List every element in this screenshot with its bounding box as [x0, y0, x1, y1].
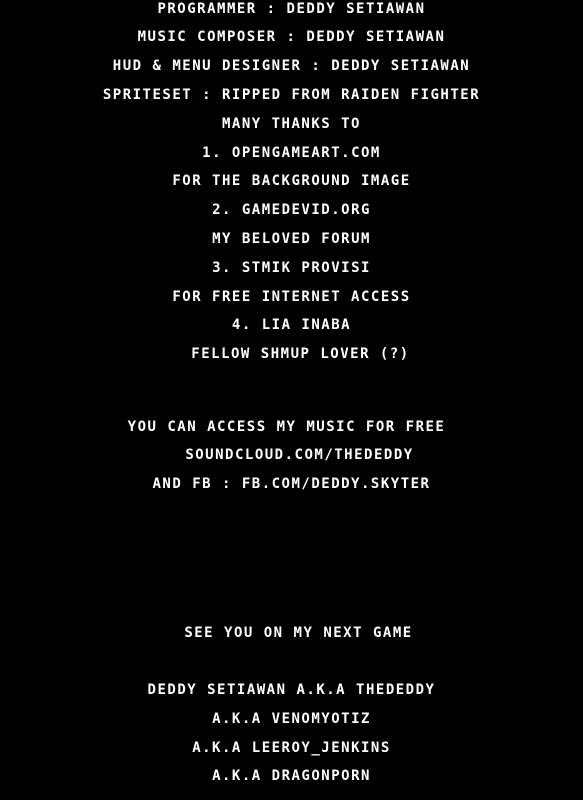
thanks-item-note: FOR FREE INTERNET ACCESS [172, 289, 411, 305]
music-facebook-link: AND FB : FB.COM/DEDDY.SKYTER [152, 476, 431, 492]
alias-line: A.K.A DRAGONPORN [212, 768, 371, 784]
alias-line: DEDDY SETIAWAN A.K.A THEDEDDY [147, 682, 436, 698]
thanks-item-note: FELLOW SHMUP LOVER (?) [191, 346, 410, 362]
thanks-item: 3. STMIK PROVISI [212, 260, 371, 276]
alias-line: A.K.A LEEROY_JENKINS [192, 740, 391, 756]
thanks-item: 2. GAMEDEVID.ORG [212, 202, 371, 218]
thanks-item-note: MY BELOVED FORUM [212, 231, 371, 247]
thanks-item: 4. LIA INABA [231, 317, 352, 333]
credit-music-composer: MUSIC COMPOSER : DEDDY SETIAWAN [137, 29, 446, 45]
music-access-text: YOU CAN ACCESS MY MUSIC FOR FREE [127, 419, 446, 435]
thanks-heading: MANY THANKS TO [221, 116, 361, 132]
thanks-item: 1. OPENGAMEART.COM [202, 145, 381, 161]
credit-spriteset: SPRITESET : RIPPED FROM RAIDEN FIGHTER [102, 87, 481, 103]
alias-line: A.K.A VENOMYOTIZ [212, 711, 371, 727]
credit-programmer: PROGRAMMER : DEDDY SETIAWAN [157, 1, 426, 17]
thanks-item-note: FOR THE BACKGROUND IMAGE [172, 173, 411, 189]
credit-hud-designer: HUD & MENU DESIGNER : DEDDY SETIAWAN [112, 58, 471, 74]
music-soundcloud-link: SOUNDCLOUD.COM/THEDEDDY [185, 447, 414, 463]
farewell-text: SEE YOU ON MY NEXT GAME [184, 625, 413, 641]
